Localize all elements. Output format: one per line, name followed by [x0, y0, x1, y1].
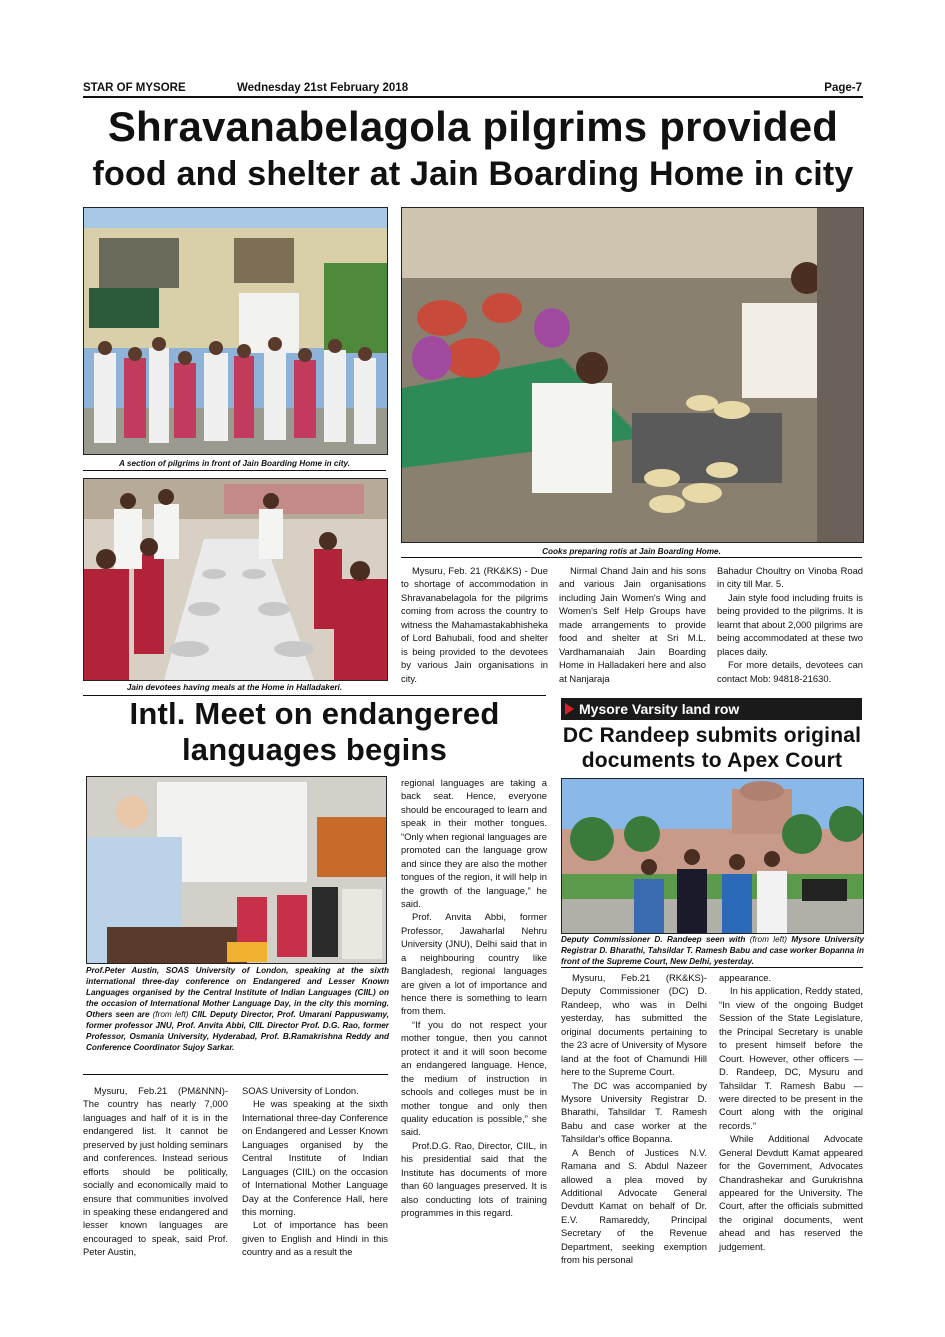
caption-from-left: (from left) — [749, 935, 787, 944]
caption-from-left: (from left) — [152, 1010, 189, 1020]
caption-conference — [86, 965, 389, 1054]
caption-rule — [561, 967, 863, 968]
story2-headline-line1: Intl. Meet on endangered — [129, 696, 500, 731]
caption-text: Mysore University Registrar D. Bharathi, Tahsildar T. Ramesh Babu and case worker Bopanna in front of the Supreme Court, New Delhi, yesterday. — [561, 935, 865, 967]
story1-column-1 — [401, 564, 548, 685]
story3-column-1 — [561, 971, 707, 1267]
story2-column-3 — [401, 776, 547, 1219]
photo-pilgrims-front-of-home — [83, 207, 388, 455]
paragraph: In his application, Reddy stated, “In view of the ongoing Budget Session of the State Legislature, the Principal Secretary is unable to present himself before the Court. However, other officers — D. Randeep, DC, Mysuru and Tahsildar T. Ramesh Babu — were directed to be present in the Court along with the original records.” — [719, 985, 863, 1131]
paragraph: appearance. — [719, 972, 772, 983]
paragraph: A Bench of Justices N.V. Ramana and S. Abdul Nazeer allowed a plea moved by Additional Advocate General Devdutt Kamat on behalf of Dr. E.V. Ramareddy, Principal Secretary of the Revenue Department, seeking exemption from his personal — [561, 1146, 707, 1266]
story3-kicker: Mysore Varsity land row — [561, 698, 862, 720]
caption-pilgrims: A section of pilgrims in front of Jain Boarding Home in city. — [119, 459, 350, 468]
story1-headline-line1: Shravanabelagola pilgrims provided — [107, 103, 839, 150]
paragraph: The DC was accompanied by Mysore University Registrar D. Bharathi, Tahsildar T. Ramesh Babu and case worker at the Tahsildar's office Bopanna. — [561, 1079, 707, 1145]
kicker-arrow-icon — [565, 703, 574, 715]
caption-devotees-meals: Jain devotees having meals at the Home in Halladakeri. — [126, 683, 343, 692]
story1-headline-line2: food and shelter at Jain Boarding Home in city — [92, 155, 854, 193]
story2-column-1 — [83, 1084, 228, 1259]
paragraph: While Additional Advocate General Devdutt Kamat appeared for the Government, Advocates Chandrashekar and Gurukrishna appeared for the University. The Court, after the officials submitted the original documents, went ahead and has reserved the judgement. — [719, 1133, 863, 1252]
photo-devotees-meals — [83, 478, 388, 681]
paragraph: For more details, devotees can contact Mob: 94818-21630. — [717, 659, 863, 684]
paragraph: Mysuru, Feb. 21 (RK&KS) - Due to shortage of accommodation in Shravanabelagola for the pilgrims coming from across the country to witness the Mahamastakabhisheka of Lord Bahubali, food and shelter is being provided to the devotees by various Jain organisations in city. — [401, 565, 548, 684]
paragraph: Jain style food including fruits is being provided to the pilgrims. It is learnt that about 2,000 pilgrims are being accommodated at these two places daily. — [717, 591, 863, 657]
story3-headline-line1: DC Randeep submits original — [562, 724, 862, 747]
caption-rule — [83, 470, 386, 471]
paragraph: “If you do not respect your mother tongue, then you cannot protect it and it will soon become an endangered language. Hence, the medium of instruction in schools and colleges must be in mother tongue and only then quality education is possible,” she said. — [401, 1018, 547, 1138]
photo-supreme-court — [561, 778, 864, 934]
story2-headline-line2: languages begins — [181, 732, 448, 767]
paragraph: Nirmal Chand Jain and his sons and various Jain organisations including Jain Women's Wing and Women's Self Help Groups have made arrangements to provide food and shelter at Sri M.L. Vardhamanaiah Jain Boarding Home in Halladakeri here and also at Nanjaraja — [559, 565, 706, 684]
photo-cooks-preparing-rotis — [401, 207, 864, 543]
page-number: Page-7 — [824, 82, 862, 94]
paragraph: Bahadur Choultry on Vinoba Road in city till Mar. 5. — [717, 565, 863, 590]
caption-cooks: Cooks preparing rotis at Jain Boarding Home. — [542, 547, 721, 556]
paragraph: regional languages are taking a back seat. Hence, everyone should be encouraged to learn and speak in their mother tongues. “Only when regional languages are promoted can the language grow and since they are also the mother tongues of the region, it will help in the growth of the language,” he said. — [401, 777, 547, 909]
paragraph: Prof. Anvita Abbi, former Professor, Jawaharlal Nehru University (JNU), Delhi said that in a neighbouring country like Bangladesh, regional languages are given a lot of importance and hence there is something to learn from them. — [401, 911, 547, 1017]
paragraph: Mysuru, Feb.21 (RK&KS)- Deputy Commissioner (DC) D. Randeep, who was in Delhi yesterday, has submitted the original documents pertaining to the 23 acre of University of Mysore land at the foot of Chamundi Hill here to the Supreme Court. — [561, 972, 707, 1078]
caption-text: Deputy Commissioner D. Randeep seen with — [561, 935, 750, 944]
caption-rule — [401, 557, 862, 558]
paragraph: SOAS University of London. — [242, 1085, 359, 1096]
story2-column-2 — [242, 1084, 388, 1259]
issue-date: Wednesday 21st February 2018 — [237, 82, 409, 94]
paragraph: Prof.D.G. Rao, Director, CIIL, in his presidential said that the Institute has documents of more than 60 languages preserved. It is also conducting lots of training programmes in this regard. — [401, 1139, 547, 1218]
paragraph: He was speaking at the sixth International three-day Conference on Endangered and Lesser Known Languages organised by the Central Institute of Indian Languages (CIIL) on the occasion of International Mother Language Day at the Conference Hall, here this morning. — [242, 1098, 388, 1217]
caption-text: CIIL Deputy Director, Prof. Umarani Pappuswamy, former professor JNU, Prof. Anvita Abbi, CIIL Director Prof. D.G. Rao, former Professor, Osmania University, Hyderabad, Prof. B.Ramakrishna Reddy and Conference Coordinator Sujoy Sarkar. — [86, 1010, 390, 1053]
story3-column-2 — [719, 971, 863, 1253]
story1-column-3 — [717, 564, 863, 685]
caption-supreme-court — [561, 934, 864, 967]
paper-name: STAR OF MYSORE — [83, 82, 186, 94]
paragraph: Mysuru, Feb.21 (PM&NNN)- The country has nearly 7,000 languages and half of it is in the endangered list. It cannot be preserved by just holding seminars and conferences. Instead serious efforts should be politically, socially and economically maid to ensure that communities involved in speaking these endangered and lesser known languages are encouraged to speak, said Prof. Peter Austin, — [83, 1085, 228, 1258]
photo-conference-speaker — [86, 776, 387, 964]
story3-headline-line2: documents to Apex Court — [581, 749, 843, 772]
masthead-rule — [83, 96, 863, 98]
story1-column-2 — [559, 564, 706, 685]
paragraph: Lot of importance has been given to English and Hindi in this country and as a result the — [242, 1219, 388, 1258]
caption-text: Prof.Peter Austin, SOAS University of London, speaking at the sixth international three-day conference on Endangered and Lesser Known Languages organised by the Central Institute of Indian Languages (CIIL) on the occasion of International Mother Language Day, in the city this morning. Others seen are — [86, 966, 389, 1020]
caption-rule — [83, 1074, 388, 1075]
